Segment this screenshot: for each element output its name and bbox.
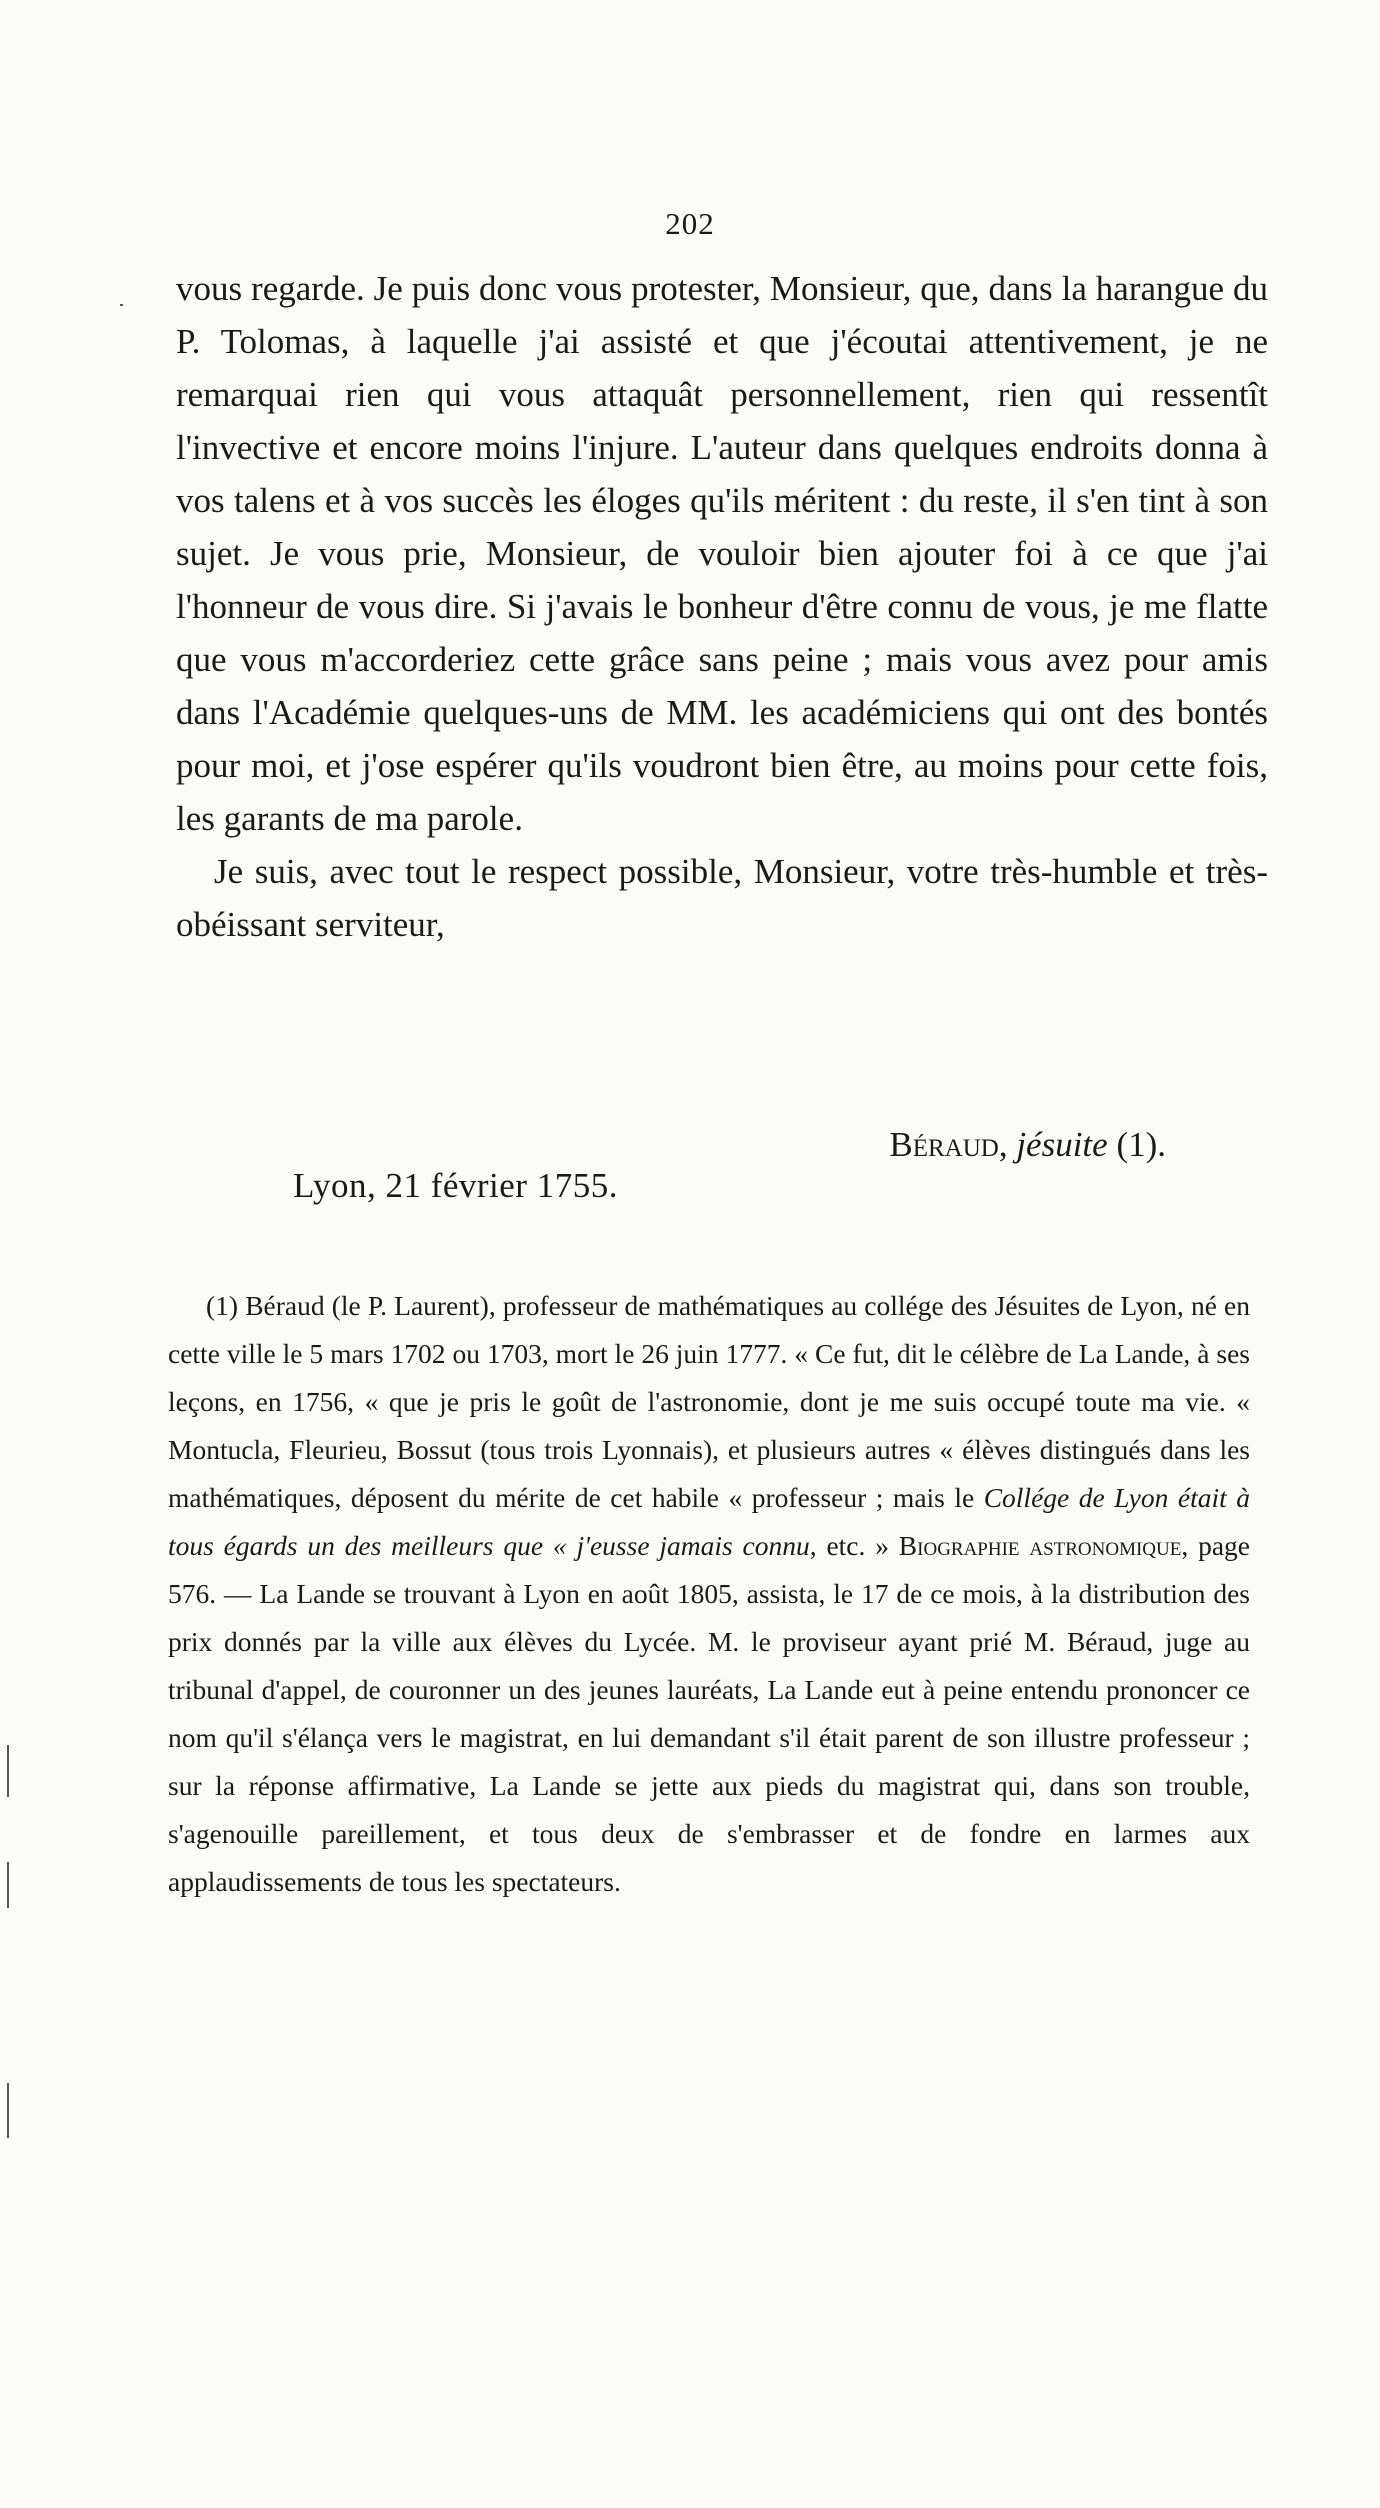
footnote-text-1: (1) Béraud (le P. Laurent), professeur de mathématiques au collége des Jésuites de Lyon, né en cette ville le 5 mars 1702 ou 1703, mort le 26 juin 1777. « Ce fut, dit le célèbre de La Lande, à ses leçons, en 1756, « que je pris le goût de l'astronomie, dont je me suis occupé toute ma vie. « Montucla, Fleurieu, Bossut (tous trois Lyonnais), et plusieurs autres « élèves distingués dans les mathématiques, déposent du mérite de cet habile « professeur ; mais le (168, 1290, 1250, 1513)
footnote-reference: (1). (1107, 1125, 1166, 1164)
signature-name: Béraud (889, 1125, 999, 1164)
signature-title: jésuite (1016, 1125, 1108, 1164)
signature-separator: , (998, 1125, 1017, 1164)
signature (889, 1125, 1166, 1165)
margin-mark (7, 1862, 9, 1908)
footnote-paragraph (168, 1282, 1250, 1906)
letter-paragraph-1: vous regarde. Je puis donc vous protester, Monsieur, que, dans la harangue du P. Tolomas, à laquelle j'ai assisté et que j'écoutai attentivement, je ne remarquai rien qui vous attaquât personnellement, rien qui ressentît l'invective et encore moins l'injure. L'auteur dans quelques endroits donna à vos talens et à vos succès les éloges qu'ils méritent : du reste, il s'en tint à son sujet. Je vous prie, Monsieur, de vouloir bien ajouter foi à ce que j'ai l'honneur de vous dire. Si j'avais le bonheur d'être connu de vous, je me flatte que vous m'accorderiez cette grâce sans peine ; mais vous avez pour amis dans l'Académie quelques-uns de MM. les académiciens qui ont des bontés pour moi, et j'ose espérer qu'ils voudront bien être, au moins pour cette fois, les garants de ma parole. (176, 269, 1268, 838)
letter-closing: Je suis, avec tout le respect possible, Monsieur, votre très-humble et très-obéissant serviteur, (176, 852, 1268, 944)
place-date: Lyon, 21 février 1755. (293, 1166, 618, 1205)
letter-body (176, 262, 1268, 951)
margin-mark (7, 1745, 9, 1797)
footnote-text-2: , etc. » (809, 1530, 899, 1561)
margin-mark (120, 304, 123, 306)
footnote-text-3: , page 576. — La Lande se trouvant à Lyon en août 1805, assista, le 17 de ce mois, à la distribution des prix donnés par la ville aux élèves du Lycée. M. le proviseur ayant prié M. Béraud, juge au tribunal d'appel, de couronner un des jeunes lauréats, La Lande eut à peine entendu prononcer ce nom qu'il s'élança vers le magistrat, en lui demandant s'il était parent de son illustre professeur ; sur la réponse affirmative, La Lande se jette aux pieds du magistrat qui, dans son trouble, s'agenouille pareillement, et tous deux de s'embrasser et de fondre en larmes aux applaudissements de tous les spectateurs. (168, 1530, 1250, 1897)
footnote (168, 1282, 1250, 1906)
page-number: 202 (665, 206, 715, 241)
margin-mark (7, 2083, 9, 2138)
footnote-italic-quote: Collége de Lyon était à tous égards un des meilleurs que « j'eusse jamais connu (168, 1482, 1250, 1561)
footnote-source-title: Biographie astronomique (898, 1530, 1182, 1561)
